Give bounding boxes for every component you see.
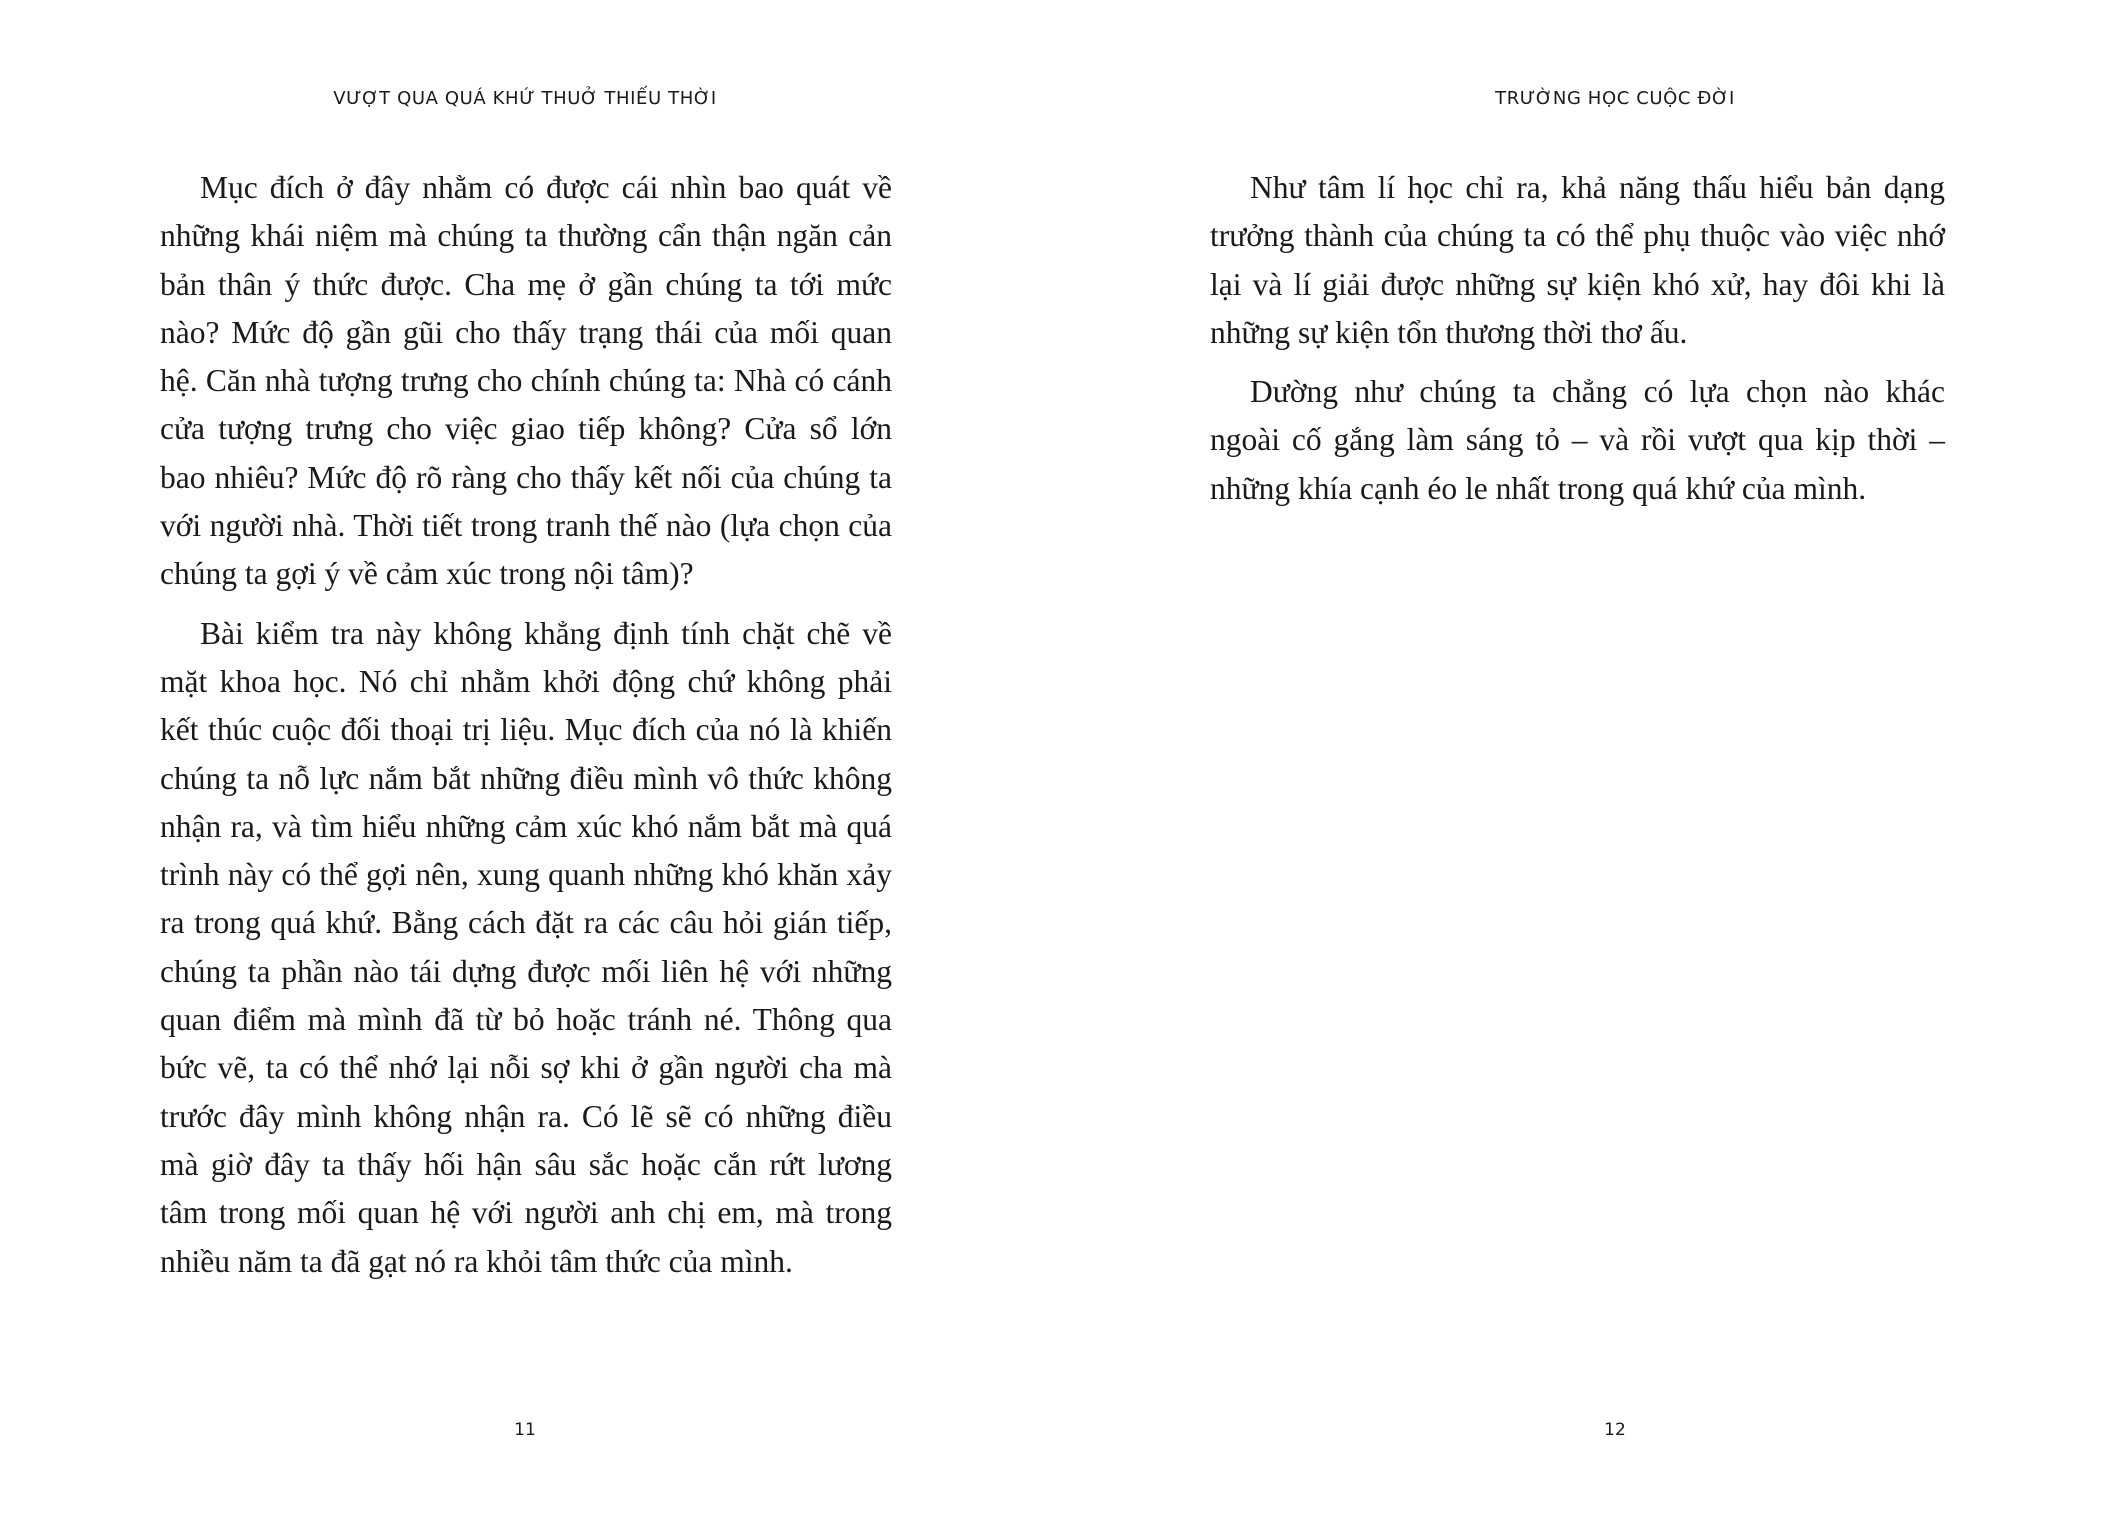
left-page-number: 11	[514, 1420, 536, 1440]
right-page	[1053, 0, 2107, 1528]
left-running-head: VƯỢT QUA QUÁ KHỨ THUỞ THIẾU THỜI	[333, 88, 717, 109]
right-paragraph-1: Như tâm lí học chỉ ra, khả năng thấu hiểu bản dạng trưởng thành của chúng ta có thể phụ thuộc vào việc nhớ lại và lí giải được những sự kiện khó xử, hay đôi khi là những sự kiện tổn thương thời thơ ấu.	[1210, 170, 1945, 350]
right-page-number: 12	[1604, 1420, 1626, 1440]
left-paragraph-2: Bài kiểm tra này không khẳng định tính chặt chẽ về mặt khoa học. Nó chỉ nhằm khởi động chứ không phải kết thúc cuộc đối thoại trị liệu. Mục đích của nó là khiến chúng ta nỗ lực nắm bắt những điều mình vô thức không nhận ra, và tìm hiểu những cảm xúc khó nắm bắt mà quá trình này có thể gợi nên, xung quanh những khó khăn xảy ra trong quá khứ. Bằng cách đặt ra các câu hỏi gián tiếp, chúng ta phần nào tái dựng được mối liên hệ với những quan điểm mà mình đã từ bỏ hoặc tránh né. Thông qua bức vẽ, ta có thể nhớ lại nỗi sợ khi ở gần người cha mà trước đây mình không nhận ra. Có lẽ sẽ có những điều mà giờ đây ta thấy hối hận sâu sắc hoặc cắn rứt lương tâm trong mối quan hệ với người anh chị em, mà trong nhiều năm ta đã gạt nó ra khỏi tâm thức của mình.	[160, 615, 892, 1279]
left-page	[0, 0, 1053, 1528]
right-body-text	[1210, 164, 1945, 513]
left-paragraph-1: Mục đích ở đây nhằm có được cái nhìn bao quát về những khái niệm mà chúng ta thường cẩn thận ngăn cản bản thân ý thức được. Cha mẹ ở gần chúng ta tới mức nào? Mức độ gần gũi cho thấy trạng thái của mối quan hệ. Căn nhà tượng trưng cho chính chúng ta: Nhà có cánh cửa tượng trưng cho việc giao tiếp không? Cửa sổ lớn bao nhiêu? Mức độ rõ ràng cho thấy kết nối của chúng ta với người nhà. Thời tiết trong tranh thế nào (lựa chọn của chúng ta gợi ý về cảm xúc trong nội tâm)?	[160, 170, 892, 592]
left-body-text	[160, 164, 892, 1286]
right-running-head: TRƯỜNG HỌC CUỘC ĐỜI	[1495, 88, 1735, 109]
right-paragraph-2: Dường như chúng ta chẳng có lựa chọn nào khác ngoài cố gắng làm sáng tỏ – và rồi vượt qua kịp thời – những khía cạnh éo le nhất trong quá khứ của mình.	[1210, 374, 1945, 506]
